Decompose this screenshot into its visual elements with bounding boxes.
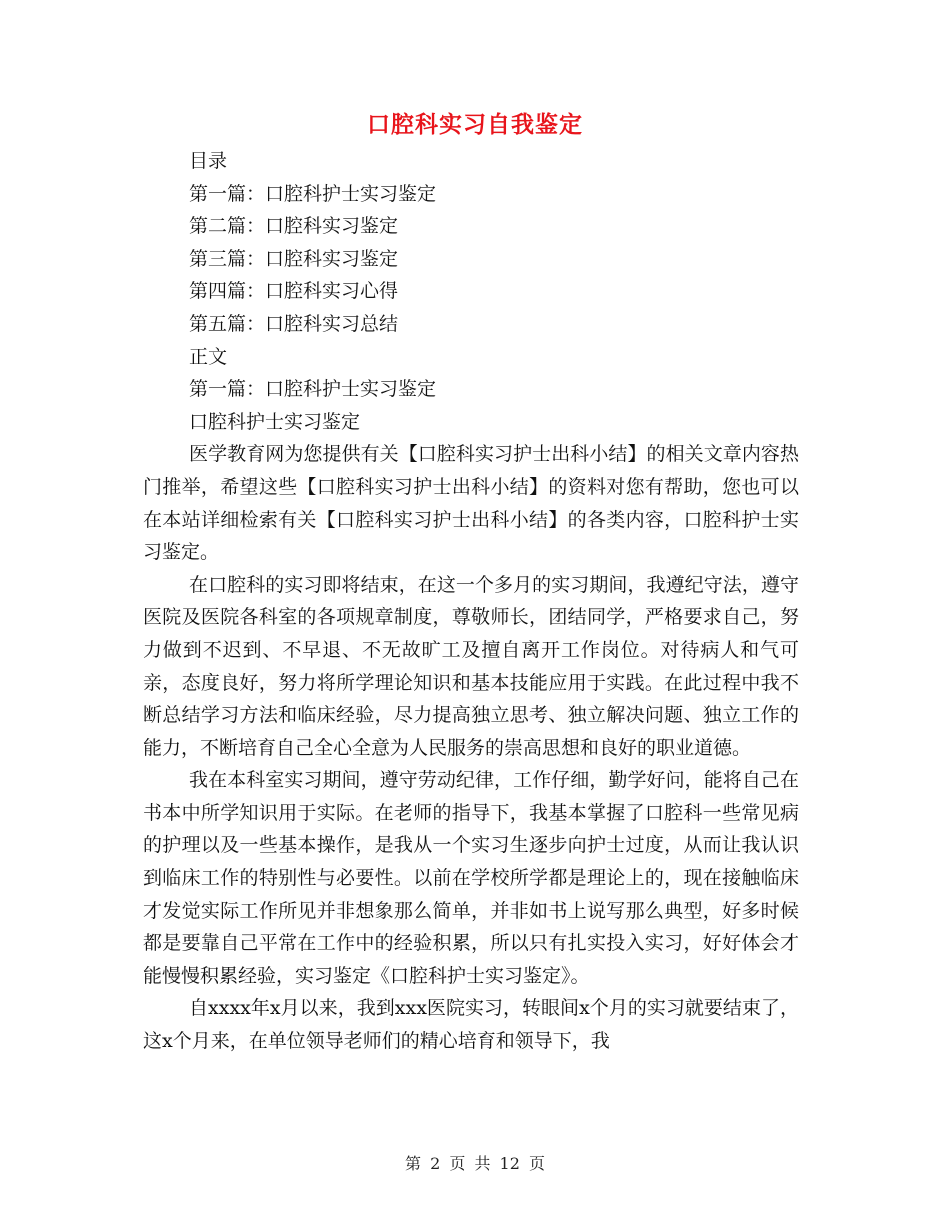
document-body: [143, 145, 799, 1058]
section-subtitle: 口腔科护士实习鉴定: [189, 410, 361, 433]
toc-item: 第一篇：口腔科护士实习鉴定: [189, 182, 437, 205]
section-heading: 第一篇：口腔科护士实习鉴定: [189, 378, 437, 401]
page-footer: 第 2 页 共 12 页: [405, 1154, 545, 1173]
toc-item: 第四篇：口腔科实习心得: [189, 280, 399, 303]
document-title: 口腔科实习自我鉴定: [367, 111, 583, 138]
body-paragraph: 在口腔科的实习即将结束，在这一个多月的实习期间，我遵纪守法，遵守医院及医院各科室的各项规章制度，尊敬师长，团结同学，严格要求自己，努力做到不迟到、不早退、不无故旷工及擅自离开工作岗位。对待病人和气可亲，态度良好，努力将所学理论知识和基本技能应用于实践。在此过程中我不断总结学习方法和临床经验，尽力提高独立思考、独立解决问题、独立工作的能力，不断培育自己全心全意为人民服务的崇高思想和良好的职业道德。: [143, 573, 799, 759]
toc-item: 第三篇：口腔科实习鉴定: [189, 247, 399, 270]
body-paragraph: 医学教育网为您提供有关【口腔科实习护士出科小结】的相关文章内容热门推举，希望这些【口腔科实习护士出科小结】的资料对您有帮助，您也可以在本站详细检索有关【口腔科实习护士出科小结】的各类内容，口腔科护士实习鉴定。: [143, 443, 799, 564]
toc-item: 第二篇：口腔科实习鉴定: [189, 215, 399, 238]
body-paragraph: 自xxxx年x月以来，我到xxx医院实习，转眼间x个月的实习就要结束了，这x个月来，在单位领导老师们的精心培育和领导下，我: [143, 997, 799, 1053]
toc-item: 第五篇：口腔科实习总结: [189, 312, 399, 335]
body-paragraph: 我在本科室实习期间，遵守劳动纪律，工作仔细，勤学好问，能将自己在书本中所学知识用于实际。在老师的指导下，我基本掌握了口腔科一些常见病的护理以及一些基本操作，是我从一个实习生逐步向护士过度，从而让我认识到临床工作的特别性与必要性。以前在学校所学都是理论上的，现在接触临床才发觉实际工作所见并非想象那么简单，并非如书上说写那么典型，好多时候都是要靠自己平常在工作中的经验积累，所以只有扎实投入实习，好好体会才能慢慢积累经验，实习鉴定《口腔科护士实习鉴定》。: [143, 769, 799, 987]
toc-heading: 目录: [189, 150, 228, 172]
body-heading: 正文: [189, 345, 228, 368]
